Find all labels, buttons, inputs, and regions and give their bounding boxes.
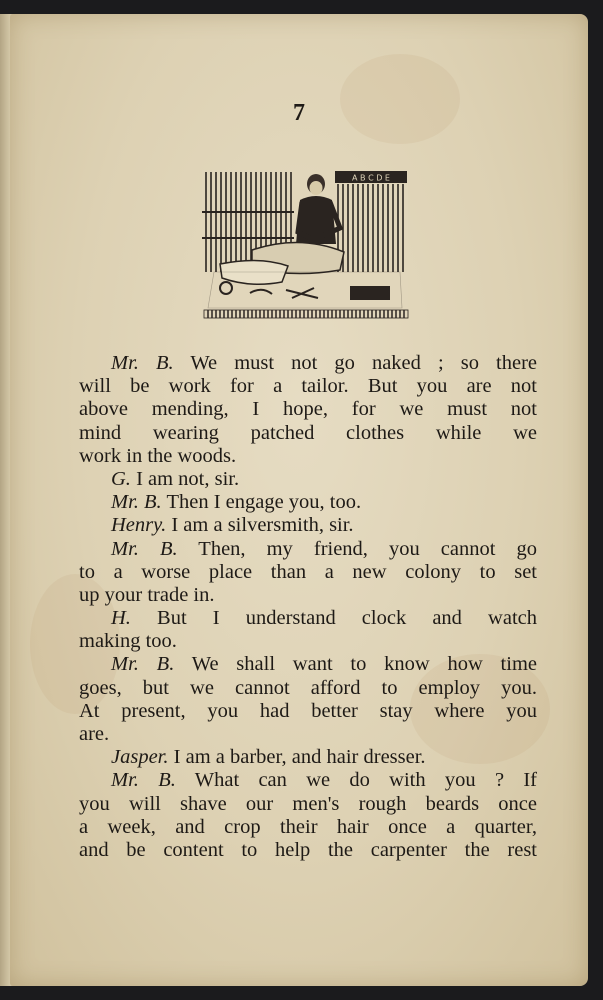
line-text: I am a silversmith, sir. (166, 514, 354, 537)
line-text: up your trade in. (79, 583, 215, 606)
line-text: At present, you had better stay where you (79, 699, 537, 722)
text-line (79, 514, 537, 537)
text-line (79, 723, 537, 746)
line-text: work in the woods. (79, 444, 237, 467)
text-line (79, 375, 537, 398)
text-line (79, 630, 537, 653)
text-line (79, 769, 537, 792)
text-line (79, 816, 537, 839)
paper-stain (340, 54, 460, 144)
speaker-name: G. (111, 467, 131, 490)
line-text: We must not go naked ; so there (173, 352, 537, 374)
speaker-name: Mr. B. (111, 537, 178, 560)
line-text: Then, my friend, you cannot go (177, 537, 537, 560)
text-line (79, 491, 537, 514)
line-text: I am not, sir. (130, 467, 240, 490)
text-line (79, 653, 537, 676)
speaker-name: H. (111, 607, 131, 630)
text-line (79, 793, 537, 816)
text-line (79, 398, 537, 421)
text-line (79, 352, 537, 375)
line-text: mind wearing patched clothes while we (79, 421, 537, 444)
speaker-name: Mr. B. (111, 653, 175, 676)
line-text: above mending, I hope, for we must not (79, 398, 537, 421)
speaker-name: Jasper. (111, 746, 169, 769)
text-line (79, 677, 537, 700)
text-line (79, 607, 537, 630)
dialogue-text (79, 352, 537, 862)
book-page (10, 14, 588, 986)
shop-sign-text: A B C D E (352, 173, 390, 183)
line-text: But I understand clock and watch (130, 607, 537, 630)
text-line (79, 445, 537, 468)
text-line (79, 584, 537, 607)
page-number: 7 (293, 100, 305, 126)
line-text: to a worse place than a new colony to set (79, 560, 537, 583)
line-text: you will shave our men's rough beards once (79, 792, 537, 815)
text-line (79, 746, 537, 769)
line-text: and be content to help the carpenter the rest (79, 838, 537, 861)
tailor-woodcut-illustration (190, 160, 410, 320)
text-line (79, 422, 537, 445)
text-line (79, 700, 537, 723)
text-line (79, 839, 537, 862)
speaker-name: Henry. (111, 514, 167, 537)
line-text: will be work for a tailor. But you are not (79, 375, 537, 398)
line-text: goes, but we cannot afford to employ you. (79, 676, 537, 699)
line-text: a week, and crop their hair once a quarter, (79, 815, 537, 838)
speaker-name: Mr. B. (111, 352, 174, 374)
speaker-name: Mr. B. (111, 491, 162, 514)
line-text: Then I engage you, too. (161, 491, 362, 514)
line-text: making too. (79, 630, 177, 653)
line-text: are. (79, 723, 110, 745)
line-text: What can we do with you ? If (175, 769, 538, 792)
line-text: We shall want to know how time (174, 653, 537, 676)
text-line (79, 561, 537, 584)
speaker-name: Mr. B. (111, 769, 176, 792)
text-line (79, 538, 537, 561)
text-line (79, 468, 537, 491)
line-text: I am a barber, and hair dresser. (168, 746, 426, 769)
